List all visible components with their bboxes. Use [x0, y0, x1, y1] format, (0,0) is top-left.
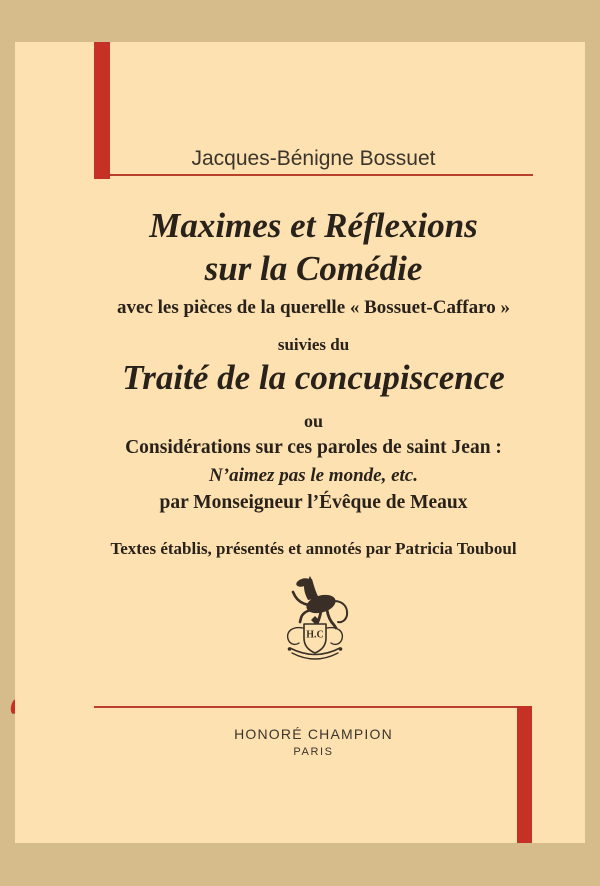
author-name: Jacques-Bénigne Bossuet	[191, 147, 436, 170]
publisher-monogram: H.C	[306, 629, 324, 641]
second-title: Traité de la concupiscence	[122, 358, 505, 397]
horse-icon	[293, 576, 347, 629]
main-title-line2: sur la Comédie	[204, 249, 423, 288]
publisher-name: HONORÉ CHAMPION	[234, 726, 393, 742]
considerations-line1: Considérations sur ces paroles de saint Jean :	[125, 437, 502, 458]
editor-credit: Textes établis, présentés et annotés par Patricia Touboul	[110, 539, 517, 558]
connector-suivies-du: suivies du	[277, 335, 350, 354]
querelle-subtitle: avec les pièces de la querelle « Bossuet-Caffaro »	[117, 297, 510, 318]
connector-ou: ou	[303, 411, 323, 431]
considerations-line2-italic: N’aimez pas le monde, etc.	[209, 465, 418, 486]
bottom-red-rule	[94, 706, 532, 708]
top-red-rule	[110, 174, 533, 176]
publisher-city: PARIS	[293, 746, 334, 758]
publisher-emblem	[277, 576, 353, 670]
main-title-line1: Maximes et Réflexions	[149, 206, 478, 245]
title-page-panel	[15, 42, 585, 843]
considerations-line3: par Monseigneur l’Évêque de Meaux	[159, 492, 468, 513]
publisher-shield	[288, 616, 343, 653]
